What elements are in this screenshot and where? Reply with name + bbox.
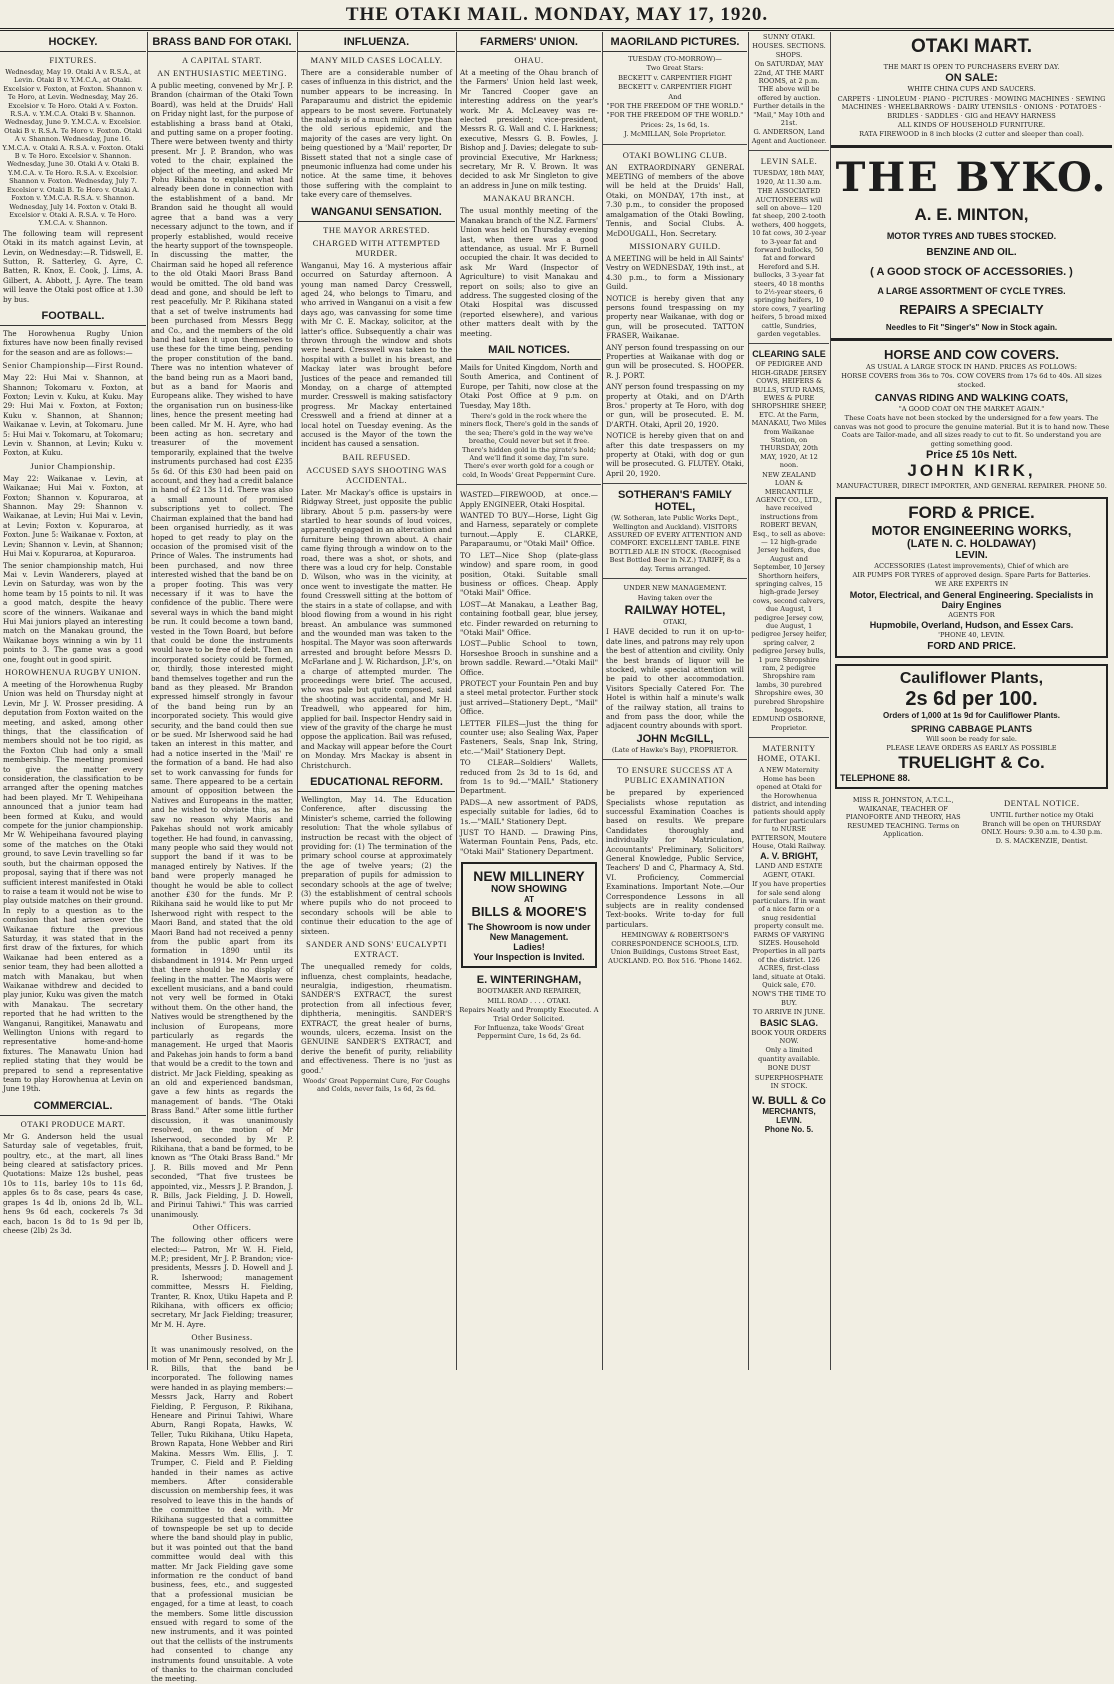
football-intro: The Horowhenua Rugby Union fixtures have now been finally revised for the season and are as follows:— <box>3 328 143 357</box>
railway-town: OTAKI, <box>663 617 687 626</box>
band-subheading-2: AN ENTHUSIASTIC MEETING. <box>157 68 287 78</box>
horse-heading: HORSE AND COW COVERS. <box>883 346 1060 362</box>
dental-body: UNTIL further notice my Otaki Branch will be open on THURSDAY ONLY. Hours: 9.30 a.m. to 4.30 p.m. D. S. MACKENZIE, Dentist. <box>981 811 1103 845</box>
band-article: A public meeting, convened by Mr J. P. Brandon (chairman of the Otaki Town Board), was held at the Druids' Hall on Friday night last, for the purpose of establishing a brass band at Otaki, and putting same on a proper footing. There were between twenty and thirty present. Mr J. P. Brandon, who was voted to the chair, explained the object of the meeting, and asked Mr Pohu Rikihana to explain what had already been done in connection with the establishment of a band. Mr Brandon said he thought all would agree that a band was a very necessary adjunct to the town, and if properly established, would receive the hearty support of the townspeople. In discussing the matter, the Chairman said he hoped all reference to the old Otaki Maori Brass Band would be omitted. The old band was dead and gone, and should be left to rest peacefully. Mr P. Rikihana stated that a set of twelve instruments had been purchased from Messrs Begg and Co., and the members of the old band had taken it upon themselves to use these for the time being, pending the proper constitution of the band. There was no intention whatever of the band being run as a Maori band, but as a band for Maoris and Europeans alike. They wished to have the organisation run on business-like lines, hence the present meeting had been called. Mr M. H. Ayre, who had been acting as hon. secretary and treasurer of the movement temporarily, explained that the twelve instruments purchased had cost £235 5s 6d. Of this £30 had been paid on account, and they had a credit balance in hand of £2 13s 11d. There was also a small amount of promised subscriptions yet to collect. The Chairman explained that the band had been organised hurriedly, as it was hoped to get ready to play on the occasion of the promised visit of the Prince of Wales. The instruments had been purchased, and now three interested wished that the band be on a proper footing. This was very necessary if it was to have the confidence of the public. There were several ways in which the band might be run. It could become a town band, vested in the Town Board, but before that could be done the instruments would have to be free of debt. Then an incorporated society could be formed, or, thirdly, those interested might band themselves together and run the band as they pleased. Mr Brandon expressed himself strongly in favour of the band being run by an incorporated society. This would give security, and the band could then sue or be sued. Mr Isherwood said he had taken an interest in this matter, and had a notice inserted in the 'Mail' re the formation of a band. He had also set to work canvassing for funds for same. There appeared to be a certain amount of opposition between the Natives and Europeans in the matter, and he wished to obviate this, as he saw no reason why Maoris and Pakehas should not work amicably together. He had found, in canvassing, many people who said they would not support the band if it was to be managed entirely by Natives. If the band were properly managed he thought he would be able to collect another £30 for the funds. Mr P. Rikihana said he would like to put Mr Isherwood right with respect to the Maori Band, and stated that the old Maori Band had not received a penny from the public apart from its formation in 1890 until its disbandment in 1914. Mr Penn urged that there should be no display of feeling in the matter. The Maoris were excellent musicians, and a band could not very well be formed in Otaki without them. On the other hand, the Natives would be strengthened by the inclusion of Europeans, more particularly as regards the management. He urged that Maoris and Pakehas join hands to form a band that would be a credit to the town and district. Mr Jack Fielding, speaking as an old and experienced bandsman, gave a few hints as regards the management of bands. "The Otaki Brass Band." After some little further discussion, it was unanimously resolved, on the motion of Mr Isherwood, seconded by Mr P. Rikihana, that a band be formed, to be known as "The Otaki Brass Band." Mr J. R. Bills moved and Mr Penn seconded, "That five trustees be appointed, viz., Messrs J. P. Brandon, J. R. Bills, Jack Fielding, J. D. Howell, and Pirinui Tahiwi." This was carried unanimously. <box>151 81 293 1219</box>
football-heading: FOOTBALL. <box>0 306 146 326</box>
divider <box>749 737 829 738</box>
classified-ad: TO LET—Nice Shop (plate-glass window) and spare room, in good position, Otaki. Suitable small business or offices. Cheap. Apply "Otaki Mail" Office. <box>460 550 598 598</box>
sotheran-heading: SOTHERAN'S FAMILY HOTEL, <box>617 489 733 514</box>
divider <box>603 578 747 579</box>
mcgill-name: JOHN McGILL, <box>636 732 714 745</box>
mart-furniture: ALL KINDS OF HOUSEHOLD FURNITURE. <box>897 121 1046 130</box>
divider <box>603 144 747 145</box>
farmers-heading: FARMERS' UNION. <box>457 32 601 52</box>
classified-ad: LOST—At Manakau, a Leather Bag, containing football gear, blue jersey, etc. Finder rewarded on returning to "Otaki Mail" Office. <box>460 599 598 637</box>
pictures-feature: "FOR THE FREEDOM OF THE WORLD." <box>606 111 744 120</box>
mcgill-sub: (Late of Hawke's Bay), PROPRIETOR. <box>611 745 739 754</box>
hockey-heading: HOCKEY. <box>0 32 146 52</box>
maternity-body: A NEW Maternity Home has been opened at Otaki for the Horowhenua district, and intending patients should apply for further particulars to NURSE PATTERSON, Moutere House, Otaki Railway. <box>751 766 827 850</box>
winteringham-trade: BOOTMAKER AND REPAIRER, <box>476 987 582 996</box>
sensation-subheading-2: CHARGED WITH ATTEMPTED MURDER. <box>312 237 441 258</box>
influenza-ad: For Influenza, take Woods' Great Peppermint Cure, 1s 6d, 2s 6d. <box>474 1023 584 1041</box>
bone-dust: BONE DUST <box>767 1064 811 1073</box>
truelight-phone: TELEPHONE 88. <box>840 773 911 784</box>
cauliflower-price: 2s 6d per 100. <box>905 687 1038 710</box>
orders-line: PLEASE LEAVE ORDERS AS EARLY AS POSSIBLE <box>886 743 1057 752</box>
senior-match-report: The senior championship match, Hui Mai v. Levin Wanderers, played at Levin on Saturday, was won by the home team by 15 points to nil. It was a good match, despite the heavy score of the winners. Waikanae and Hui Mai juniors played an interesting match on the Manakau ground, the Waikanae boys winning a win by 11 points to 3. The game was a good one, fought out in good spirit. <box>3 560 143 664</box>
education-heading: EDUCATIONAL REFORM. <box>298 772 455 792</box>
pictures-feature: "FOR THE FREEDOM OF THE WORLD." <box>606 102 744 111</box>
manakau-article: The usual monthly meeting of the Manakau branch of the N.Z. Farmers' Union was held on Thursday evening last, when there was a good attendance, as usual. Mr F. Burnell occupied the chair. It was decided to ask Mr Ward (Inspector of Agriculture) to visit Manakau and report on soils; also to give an address. The suggested closing of the Otaki Hospital was discussed (reported elsewhere), and various other matters dealt with by the meeting. <box>460 206 598 338</box>
masthead: THE OTAKI MAIL. MONDAY, MAY 17, 1920. <box>0 2 1114 31</box>
superphosphate: SUPERPHOSPHATE IN STOCK. <box>754 1073 824 1091</box>
pictures-date: TUESDAY (TO-MORROW)— <box>628 55 722 63</box>
column-entertainment <box>603 32 747 1370</box>
missionary-heading: MISSIONARY GUILD. <box>629 240 721 251</box>
byko-line: MOTOR TYRES AND TUBES STOCKED. <box>886 230 1057 241</box>
pictures-stars: Two Great Stars: <box>646 64 704 73</box>
mart-sub: WHITE CHINA CUPS AND SAUCERS. <box>907 85 1036 94</box>
bull-town: LEVIN. <box>776 1115 802 1125</box>
ford-accessories: ACCESSORIES (Latest improvements), Chief of which are <box>874 561 1069 570</box>
johnston-notice: MISS R. JOHNSTON, A.T.C.L., WAIKANAE, TEACHER OF PIANOFORTE AND THEORY, HAS RESUMED TEACHING. Terms on Application. <box>845 796 961 838</box>
osborne-sign: EDMUND OSBORNE, Proprietor. <box>752 715 826 732</box>
sunny-body: On SATURDAY, MAY 22nd, AT THE MART ROOMS, at 2 p.m. THE above will be offered by auction. Further details in the "Mail," May 10th and 21st. <box>753 60 825 128</box>
minton-name: A. E. MINTON, <box>914 204 1029 224</box>
nzloan-body: NEW ZEALAND LOAN & MERCANTILE AGENCY CO., LTD., have received instructions from ROBERT BEVAN, Esq., to sell as above:— 12 high-grade Jersey heifers, due August and September, 10 Jersey Shorthorn heifers, springing calves, 15 high-grade Jersey cows, second calvers, due August, 1 pedigree Jersey cow, due August, 1 pedigree Jersey heifer, spring calver, 2 pedigree Jersey bulls, 1 pure Shropshire ram, 2 pedigree Shropshire ram lambs, 30 purebred Shropshire ewes, 30 purebred Shropshire hoggets. <box>751 470 827 715</box>
sensation-article: Wanganui, May 16. A mysterious affair occurred on Saturday afternoon. A young man named Darcy Cresswell, aged 24, who belongs to Timaru, and who arrived in Wanganui on a visit a few days ago, was canvassing for some time with Mr C. E. Mackay, solicitor, at the latter's office. Subsequently a chair was thrown through the window and shots were heard. Cresswell was taken to the hospital with a bullet in his breast, and Mackay later was brought before Justices of the peace and remanded till Monday, on a charge of attempted murder. Cresswell is making satisfactory progress. Mr Mackay entertained Cresswell and a friend at dinner at a local hotel on Tuesday evening. As the accused is the Mayor of the town the incident has caused a sensation. <box>301 260 452 449</box>
pictures-and: And <box>668 92 682 101</box>
sanders-heading: SANDER AND SONS' EUCALYPTI EXTRACT. <box>306 939 447 960</box>
ohau-heading: OHAU. <box>514 55 544 65</box>
bowling-heading: OTAKI BOWLING CLUB. <box>622 149 728 160</box>
mail-heading: MAIL NOTICES. <box>457 340 601 360</box>
business-heading: Other Business. <box>191 1332 253 1343</box>
bail-subheading: ACCUSED SAYS SHOOTING WAS ACCIDENTAL. <box>306 464 447 485</box>
column-notices <box>457 32 601 1370</box>
column-band <box>148 32 296 1684</box>
ford-late: (LATE N. C. HOLDAWAY) <box>907 537 1036 550</box>
pictures-heading: MAORILAND PICTURES. <box>603 32 747 52</box>
millinery-ladies: Ladies! <box>513 942 545 953</box>
classified-ad: PADS—A new assortment of PADS, especially suitable for ladies, 6d to 1s.—"MAIL" Stationery Dept. <box>460 797 598 826</box>
influenza-heading: INFLUENZA. <box>298 32 455 52</box>
sunny-sub: HOUSES. SECTIONS. SHOPS. <box>752 42 826 59</box>
bull-merchants: MERCHANTS, <box>762 1106 816 1116</box>
junior-heading: Junior Championship. <box>30 460 116 471</box>
ford-air: AIR PUMPS FOR TYRES of approved design. Spare Parts for Batteries. <box>852 570 1091 579</box>
arrive-june: TO ARRIVE IN JUNE. <box>752 1008 826 1017</box>
ford-agents: AGENTS FOR <box>948 610 995 619</box>
canvas-sub: "A GOOD COAT ON THE MARKET AGAIN." <box>898 405 1045 414</box>
millinery-firm: BILLS & MOORE'S <box>471 904 587 920</box>
gold-verse: There's gold in the rock where the miners flock, There's gold in the sands of the sea; There's gold in the way we've breathe, Could never but set it free. There's hidden gold in the pirate's hold; And we'll find it some day, I'm sure. There's ever worth gold for a cough or cold, In Woods' Great Peppermint Cure. <box>460 412 598 479</box>
classified-ad: LOST—Public School to town, Horseshoe Brooch in sunshine and a brown saddle. Reward.—"Otaki Mail" Office. <box>460 639 598 677</box>
bail-heading: BAIL REFUSED. <box>342 451 411 462</box>
maternity-heading: MATERNITY HOME, OTAKI. <box>757 743 821 764</box>
bull-phone: Phone No. 5. <box>764 1124 814 1134</box>
ford-heading: FORD & PRICE. <box>908 502 1035 522</box>
sunny-heading: SUNNY OTAKI. <box>763 33 815 41</box>
classified-ad: TO CLEAR—Soldiers' Wallets, reduced from 2s 3d to 1s 6d, and from 1s to 9d.—"MAIL" Stationery Department. <box>460 758 598 796</box>
cabbage-heading: SPRING CABBAGE PLANTS <box>910 723 1032 734</box>
byko-line: ( A GOOD STOCK OF ACCESSORIES. ) <box>870 265 1073 278</box>
clearing-body: OF PEDIGREE AND HIGH-GRADE JERSEY COWS, HEIFERS & BULLS, STUD RAMS, EWES & PURE SHROPSHIRE SHEEP, ETC. At the Farm, MANAKAU, Two Miles from Waikanae Station, on THURSDAY, 20th MAY, 1920, At 12 noon. <box>751 360 827 470</box>
ford-price-ad <box>835 497 1108 658</box>
mart-open: THE MART IS OPEN TO PURCHASERS EVERY DAY. <box>883 63 1060 71</box>
divider <box>749 343 829 344</box>
pictures-feature: BECKETT v. CARPENTIER FIGHT <box>618 73 732 82</box>
ford-sign: FORD AND PRICE. <box>927 640 1016 652</box>
pictures-feature: BECKETT v. CARPENTIER FIGHT <box>618 83 732 92</box>
cauliflower-sub: Orders of 1,000 at 1s 9d for Cauliflower Plants. <box>883 710 1060 720</box>
price-line: Price £5 10s Nett. <box>925 449 1018 462</box>
winteringham-body: Repairs Neatly and Promptly Executed. A Trial Order Solicited. <box>459 1006 599 1023</box>
column-adverts <box>831 32 1112 1370</box>
railway-ad: I HAVE decided to run it on up-to-date lines, and patrons may rely upon the best of attention and civility. Only the best brands of liquor will be stocked, while special attention will be paid to other accommodation. Visitors Specially Catered For. The Hotel is within half a minute's walk of the railway station, all trains to and from pass the door, while the adjacent country abounds with sport. <box>606 627 744 731</box>
ford-motor: MOTOR ENGINEERING WORKS, <box>871 522 1072 538</box>
book-orders: BOOK YOUR ORDERS NOW. <box>751 1028 827 1046</box>
mart-heading: OTAKI MART. <box>910 36 1033 57</box>
millinery-at: AT <box>523 895 535 905</box>
senior-heading: Senior Championship—First Round. <box>2 360 144 371</box>
byko-line: A LARGE ASSORTMENT OF CYCLE TYRES. <box>877 285 1066 296</box>
bowling-notice: AN EXTRAORDINARY GENERAL MEETING of members of the above will be held at the Druids' Hall, Otaki, on MONDAY, 17th inst., at 7.30 p.m., to consider the proposed amalgamation of the Otaki Bowling, Tennis, and Social Clubs. A. McDOUGALL, Hon. Secretary. <box>606 162 744 238</box>
byko-line: BENZINE AND OIL. <box>926 246 1017 258</box>
trespass-notice: NOTICE is hereby given that on and after this date trespassers on my property at Otaki, with dog or gun will be prosecuted. G. FLUTEY. Otaki, April 20, 1920. <box>606 431 744 478</box>
manakau-heading: MANAKAU BRANCH. <box>483 193 575 204</box>
cabbage-sub: Will soon be ready for sale. <box>925 734 1018 743</box>
sensation-heading: WANGANUI SENSATION. <box>298 202 455 222</box>
commercial-heading: COMMERCIAL. <box>0 1096 146 1116</box>
byko-line: REPAIRS A SPECIALTY <box>899 301 1044 317</box>
divider <box>457 484 601 485</box>
kirk-sub: MANUFACTURER, DIRECT IMPORTER, AND GENERAL REPAIRER. PHONE 50. <box>836 482 1107 491</box>
bright-sub: LAND AND ESTATE AGENT, OTAKI. <box>755 862 823 879</box>
railway-taken: Having taken over the <box>637 593 713 602</box>
sotheran-ad: (W. Sotheran, late Public Works Dept., Wellington and Auckland). VISITORS ASSURED OF EVERY ATTENTION AND COMFORT. EXCELLENT TABLE. FINE BOTTLED ALE IN STOCK. (Recognised Best Bottled Beer in N.Z.) TARIFF, 8s a day. Terms arranged. <box>607 514 743 573</box>
divider <box>603 759 747 760</box>
success-ad: be prepared by experienced Specialists whose reputation as successful Examination Coaches is based on results. We prepare Candidates thoroughly and individually for Matriculation, Accountants' Preliminary, Solicitors' General Knowledge, Public Service, Teachers' D and C, Pharmacy A, Std. VI. Proficiency, Commercial Examinations. Important Note.—Our Correspondence Lessons in all subjects are in reality condensed Text-books. Write to-day for full particulars. <box>606 788 744 929</box>
influenza-article: There are a considerable number of cases of influenza in this district, and the number appears to be increasing. In Paraparaumu and district the epidemic appears to be most severe. Fortunately the malady is of a much milder type than the old serious epidemic, and the majority of the cases are very light. On being questioned by a 'Mail' reporter, Dr Bissett stated that not a single case of pneumonic influenza had come under his notice. At the same time, it behoves those suffering with the complaint to take every care of themselves. <box>301 68 452 200</box>
buy-now: NOW'S THE TIME TO BUY. <box>752 990 826 1007</box>
hockey-fixtures: Wednesday, May 19. Otaki A v. R.S.A., at Levin. Otaki B v. Y.M.C.A., at Otaki. Excelsior v. Foxton, at Foxton. Shannon v. Te Horo, at Levin. Wednesday, May 26. Excelsior v. Te Horo. Otaki A v. Foxton. R.S.A. v. Y.M.C.A. Otaki B v. Shannon. Wednesday, June 9. Y.M.C.A. v. Excelsior. Otaki B v. R.S.A. Te Horo v. Foxton. Otaki A v. Shannon. Wednesday, June 16. Y.M.C.A. v. Otaki A. R.S.A. v. Foxton. Otaki B v. Te Horo. Excelsior v. Shannon. Wednesday, June 30. Otaki A v. Otaki B. Y.M.C.A. v. Te Horo. R.S.A. v. Excelsior. Shannon v. Foxton. Wednesday, July 7. Excelsior v. Otaki B. Te Horo v. Otaki A. Foxton v. Y.M.C.A. R.S.A. v. Shannon. Wednesday, July 14. Foxton v. Otaki B. Excelsior v. Otaki A. R.S.A. v. Te Horo. Y.M.C.A. v. Shannon. <box>2 68 144 228</box>
bail-article: Later. Mr Mackay's office is upstairs in Ridgway Street, just opposite the public library. About 5 p.m. passers-by were startled to hear sounds of loud voices, apparently engaged in an altercation and furniture being thrown about. A chair came flying through a window on to the road, there was a shot, or shots, and there was a loud cry for help. Constable D. Wilson, who was in the vicinity, at once went to investigate the matter. He found Cresswell sitting at the bottom of the stairs in a state of collapse, and with blood flowing from a wound in his right breast. An ambulance was summoned and the wounded man was taken to the hospital. The Mayor was soon afterwards arrested and brought before Messrs D. McFarlane and J. W. Richardson, J.P.'s, on a charge of attempted murder. The proceedings were brief. The accused, who was pale but quite composed, said the shooting was accidental, and Mr H. Treadwell, who appeared for him, applied for bail. Inspector Hendry said in view of the gravity of the charge he must oppose the application. Bail was refused, and Mackay will appear before the Court on Monday. Mrs Mackay is absent in Christchurch. <box>301 487 452 770</box>
officers-article: The following other officers were elected:— Patron, Mr W. H. Field, M.P.; president, Mr J. P. Brandon; vice-presidents, Messrs J. D. Howell and J. R. Isherwood; management committee, Messrs H. Fielding, Tranter, R. Knox, Utiku Hapeta and P. Rikihana, with officers ex officio; secretary, Mr Jack Fielding; treasurer, Mr M. H. Ayre. <box>151 1235 293 1329</box>
byko-title: THE BYKO. <box>835 153 1108 201</box>
horse-prices: HORSE COVERS from 36s to 70s. COW COVERS from 17s 6d to 40s. All sizes stocked. <box>841 372 1102 389</box>
mail-article: Mails for United Kingdom, North and South America, and Continent of Europe, per Tahiti, now close at the Otaki Post Office at 9 p.m. on Tuesday, May 18th. <box>460 362 598 410</box>
pictures-proprietor: J. McMILLAN, Sole Proprietor. <box>624 130 726 139</box>
ford-phone: 'PHONE 40, LEVIN. <box>938 631 1005 640</box>
union-heading: HOROWHENUA RUGBY UNION. <box>4 666 142 677</box>
mart-firewood: RATA FIREWOOD in 8 inch blocks (2 cutter and sleeper than coal). <box>859 130 1084 139</box>
millinery-ad <box>461 862 597 968</box>
horse-line: AS USUAL A LARGE STOCK IN HAND. PRICES AS FOLLOWS: <box>865 362 1078 371</box>
ford-engineering: Motor, Electrical, and General Engineering. Specialists in Dairy Engines <box>849 589 1094 610</box>
woods-ad: Woods' Great Peppermint Cure, For Coughs and Colds, never fails, 1s 6d, 2s 6d. <box>303 1076 450 1094</box>
fixtures-heading: FIXTURES. <box>49 55 97 65</box>
band-heading: BRASS BAND FOR OTAKI. <box>148 32 296 52</box>
basic-slag: BASIC SLAG. <box>759 1017 818 1028</box>
divider <box>831 338 1112 341</box>
influenza-subheading: MANY MILD CASES LOCALLY. <box>310 55 443 65</box>
classified-ad: PROTECT your Fountain Pen and buy a steel metal protector. Further stock just arrived—Stationery Dept., "Mail" Office. <box>460 678 598 717</box>
bright-name: A. V. BRIGHT, <box>760 851 818 862</box>
classified-ad: JUST TO HAND. — Drawing Pins, Waterman Fountain Pens, Pads, etc. "Otaki Mail" Stationery Department. <box>460 828 598 856</box>
column-sports <box>0 32 146 1370</box>
railway-heading: RAILWAY HOTEL, <box>624 602 726 617</box>
millinery-now: NOW SHOWING <box>490 884 568 896</box>
levin-sale-date: TUESDAY, 18th MAY, 1920, At 11.30 a.m. <box>753 169 825 186</box>
union-article: A meeting of the Horowhenua Rugby Union was held on Thursday night at Levin, Mr J. W. Prosser presiding. A deputation from Foxton waited on the meeting, and asked, among other things, that the classification of members should not be too rigid, as the Foxton Club had only a small membership. The meeting promised to give the matter every consideration, the classification to be arranged after the opening matches had been played. Mr T. Wehipeihana announced that a junior team had been formed at Kuku, and would compete for the junior championship. Mr W. Wehipeihana favoured playing some of the matches on the Otaki ground, to save Levin travelling so far south, but the chairman opposed the proposal, saying that if there was not sufficient interest manifested in Otaki to raise a team it would not be wise to play outside matches on their ground. In reply to a question as to the confusion that had arisen over the Waikanae fixture the previous Saturday, it was stated that in the first draw of the fixtures, for which Waikanae had been entered as a senior team, they had been allotted a match with Manakau, but when Waikanae withdrew and decided to play junior, Kuku was given the match with Manakau. The secretary reported that he had written to the Wanganui, Rangitikei, Manawatu and Wellington Unions with regard to representative home-and-home fixtures. The Manawatu Union had replied stating that they would be prepared to send a representative team to play Horowhenua at Levin on June 19th. <box>3 679 143 1094</box>
divider <box>603 483 747 484</box>
officers-heading: Other Officers. <box>192 1222 252 1233</box>
classified-ad: WANTED TO BUY—Horse, Light Gig and Harness, separately or complete turnout.—Apply E. CLARKE, Paraparaumu, or "Otaki Mail" Office. <box>460 511 598 549</box>
bright-body: If you have properties for sale send along particulars. If in want of a nice farm or a snug residential property consult me. FARMS OF VARYING SIZES. Household Properties in all parts of the district. 126 ACRES, first-class land, situate at Otaki. Quick sale, £70. <box>752 880 826 990</box>
trespass-notice: ANY person found trespassing on my property at Otaki, and on D'Arth Bros.' property at Te Horo, with dog or gun, will be prosecuted. E. M. D'ARTH. Otaki, April 20, 1920. <box>606 382 744 429</box>
bull-name: W. BULL & Co <box>752 1094 826 1107</box>
cauliflower-heading: Cauliflower Plants, <box>899 669 1044 687</box>
senior-fixtures: May 22: Hui Mai v. Shannon, at Shannon; Tokomaru v. Foxton, at Foxton; Levin v. Kuku, at Kuku. May 29: Hui Mai v. Foxton, at Foxton; Kuku v. Shannon, at Shannon; Waikanae v. Levin, at Tokomaru. June 5: Hui Mai v. Tokomaru, at Tokomaru; Levin v. Shannon, at Levin; Kuku v. Foxton, at Kuku. <box>3 373 143 458</box>
millinery-title: NEW MILLINERY <box>473 868 585 885</box>
education-article: Wellington, May 14. The Education Conference, after discussing the Minister's scheme, carried the following resolution: That the whole syllabus of instruction be recast with the object of providing for: (1) The termination of the primary school course at approximately the age of twelve years; (2) the preparation of pupils for admission to secondary schools at the age of twelve; (3) the establishment of central schools where pupils who do not proceed to secondary schools will be able to continue their education to the age of sixteen. <box>301 795 452 936</box>
hemingway-ad: HEMINGWAY & ROBERTSON'S CORRESPONDENCE SCHOOLS, LTD. Union Buildings, Customs Street East, AUCKLAND. P.O. Box 516. 'Phone 1462. <box>608 931 742 965</box>
ford-cars: Hupmobile, Overland, Hudson, and Essex Cars. <box>869 620 1074 631</box>
cauliflower-ad <box>835 664 1108 790</box>
business-article: It was unanimously resolved, on the motion of Mr Penn, seconded by Mr J. R. Bills, that the band be incorporated. The following names were handed in as playing members:—Messrs Jack, Harry and Robert Fielding, P. Ferguson, P. Rikihana, Heneare and Pirinui Tahiwi, Whare Aburn, Rangi Ropata, Hawks, W. Teller, Tuku Rikihana, Utiku Hapeta, Brown Rapata, Hone Webber and Riri Makina. Messrs Wm. Ellis, J. T. Trumper, C. Field and P. Fielding handed in their names as active members. After considerable discussion on membership fees, it was resolved to leave this in the hands of the committee to deal with. Mr Rikihana suggested that a committee of townspeople be set up to decide where the band should play in public, but it was pointed out that the band committee would deal with this matter. Mr Jack Fielding gave some information re the conduct of band business, fees, etc., and suggested that a professional musician be engaged, for a time at least, to coach the members. Some little discussion ensued with regard to some of the new instruments, and it was pointed out that the cellists of the instruments had consented to change any instruments found unsuitable. A vote of thanks to the chairman concluded the meeting. <box>151 1345 293 1684</box>
millinery-invite: Your Inspection is Invited. <box>473 952 585 963</box>
hockey-team-article: The following team will represent Otaki in its match against Levin, at Levin, on Wednesday:—R. Tidswell, E. Sutton, R. Satterley, G. Ayre, C. Batten, R. Knox, E. Cook, J. Lims, A. Gilbert, A. Abbott, J. Ayre. The team will leave the Otaki post office at 1.30 by bus. <box>3 228 143 304</box>
kirk-name: JOHN KIRK, <box>907 461 1036 481</box>
winteringham-name: E. WINTERINGHAM, <box>476 974 582 987</box>
success-heading: TO ENSURE SUCCESS AT A PUBLIC EXAMINATION <box>616 765 734 786</box>
divider <box>831 145 1112 148</box>
levin-sale-body: THE ASSOCIATED AUCTIONEERS will sell on above— 120 fat sheep, 200 2-tooth wethers, 400 hoggets, 10 fat cows, 30 2-year to 3-year fat and forward bullocks, 50 fat and forward Hereford and S.H. bullocks, 3 3-year fat steers, 40 18 months to 2½-year steers, 6 springing heifers, 10 store cows, 7 yearling heifers, 5 broad mixed cattle, Sundries, garden vegetables. <box>751 187 827 338</box>
divider <box>749 150 829 151</box>
railway-management: UNDER NEW MANAGEMENT. <box>623 584 727 593</box>
winteringham-address: MILL ROAD . . . . OTAKI. <box>487 996 571 1005</box>
anderson-sign: G. ANDERSON, Land Agent and Auctioneer. <box>751 128 827 145</box>
canvas-body: These Coats have not been stocked by the undersigned for a few years. The canvas was not good to procure the genuine material. But it is to hand now. These Coats are Tailor-made, and all sizes ready to cut to fit. So understand you are getting something good. <box>833 414 1110 448</box>
junior-fixtures: May 22: Waikanae v. Levin, at Waikanae; Hui Mai v. Foxton, at Foxton; Shannon v. Kopuraroa, at Shannon. May 29: Shannon v. Waikanae, at Levin; Hui Mai v. Levin, at Levin; Foxton v. Kopuraroa, at Foxton. June 5: Waikanae v. Foxton, at Levin; Shannon v. Levin, at Shannon; Hui Mai v. Kopuraroa, at Kopuraroa. <box>3 473 143 559</box>
sensation-subheading: THE MAYOR ARRESTED. <box>323 224 430 235</box>
truelight-name: TRUELIGHT & Co. <box>898 753 1045 773</box>
missionary-notice: A MEETING will be held in All Saints' Vestry on WEDNESDAY, 19th inst., at 4.30 p.m., to form a Missionary Guild. <box>606 253 744 292</box>
sanders-ad: The unequalled remedy for colds, influenza, chest complaints, headache, neuralgia, indigestion, rheumatism. SANDER'S EXTRACT, the surest protection from all infectious fever, diphtheria, meningitis. SANDER'S EXTRACT, the great healer of burns, wounds, ulcers, eczema. Insist on the GENUINE SANDER'S EXTRACT, and derive the benefit of purity, reliability and effectiveness. There is no 'just as good.' <box>301 962 452 1075</box>
byko-line: Needles to Fit "Singer's" Now in Stock again. <box>885 322 1058 332</box>
band-subheading: A CAPITAL START. <box>181 55 263 65</box>
levin-sale-heading: LEVIN SALE. <box>760 156 818 167</box>
trespass-notice: ANY person found trespassing on our Properties at Waikanae with dog or gun will be prosecuted. S. HOOPER. R. J. PORT. <box>606 342 744 380</box>
mart-on-sale: ON SALE: <box>945 72 998 85</box>
mart-items: CARPETS · LINOLEUM · PIANO · PICTURES · MOWING MACHINES · SEWING MACHINES · WHEELBARROWS · DAIRY UTENSILS · ONIONS · POTATOES · BRIDLES · SADDLES · GIG and HEAVY HARNESS <box>837 94 1106 120</box>
notices-row <box>835 795 1108 846</box>
pictures-prices: Prices: 2s, 1s 6d, 1s. <box>640 120 710 129</box>
canvas-heading: CANVAS RIDING AND WALKING COATS, <box>874 393 1069 405</box>
millinery-body: The Showroom is now under New Management. <box>467 922 591 943</box>
trespass-notice: NOTICE is hereby given that any persons found trespassing on my property near Waikanae, with dog or gun, will be prosecuted. TATTON FRASER, Waikanae. <box>606 293 744 341</box>
column-auctions <box>749 32 829 1370</box>
limited-quantity: Only a limited quantity available. <box>758 1046 820 1063</box>
dental-notice <box>976 795 1109 846</box>
ford-levin: LEVIN. <box>955 549 988 561</box>
classified-ad: WASTED—FIREWOOD, at once.—Apply ENGINEER, Otaki Hospital. <box>460 490 598 509</box>
clearing-heading: CLEARING SALE <box>752 349 826 360</box>
ford-experts: WE ARE EXPERTS IN <box>934 580 1009 589</box>
classified-ad: LETTER FILES—Just the thing for counter use; also Sealing Wax, Paper Fasteners, Seals, Snap Ink, String, etc.—"Mail" Stationery Dept. <box>460 718 598 756</box>
dental-heading: DENTAL NOTICE. <box>1004 798 1080 809</box>
produce-article: Mr G. Anderson held the usual Saturday sale of vegetables, fruit, poultry, etc., at the mart, all lines being cleared at satisfactory prices. Quotations: Maize 12s bushel, peas 10s to 11s, barley 10s to 11s 6d, apples 6s to 8s case, pears 4s case, grapes 1s 4d lb, onions 2d lb, W.L. hens 9s 6d each, cockerels 7s 3d each, bacon 1s 8d to 1s 9d per lb, cheese (2lb) 2s 3d. <box>3 1131 143 1235</box>
farmers-article: At a meeting of the Ohau branch of the Farmers' Union held last week, Mr Tancred Cooper gave an interesting address on the year's work. Mr A. McLeavey was re-elected president; vice-president, Messrs R. G. Wall and C. I. Harkness; executive, Messrs G. B. Fowles, J. Bishop and J. Davies; delegate to sub-provincial Executive, Mr Harkness; secretary, Mr R. V. Brown. It was decided to ask Mr Singleton to give an address in June on milk testing. <box>460 68 598 190</box>
column-news <box>298 32 455 1370</box>
produce-heading: OTAKI PRODUCE MART. <box>20 1118 126 1129</box>
